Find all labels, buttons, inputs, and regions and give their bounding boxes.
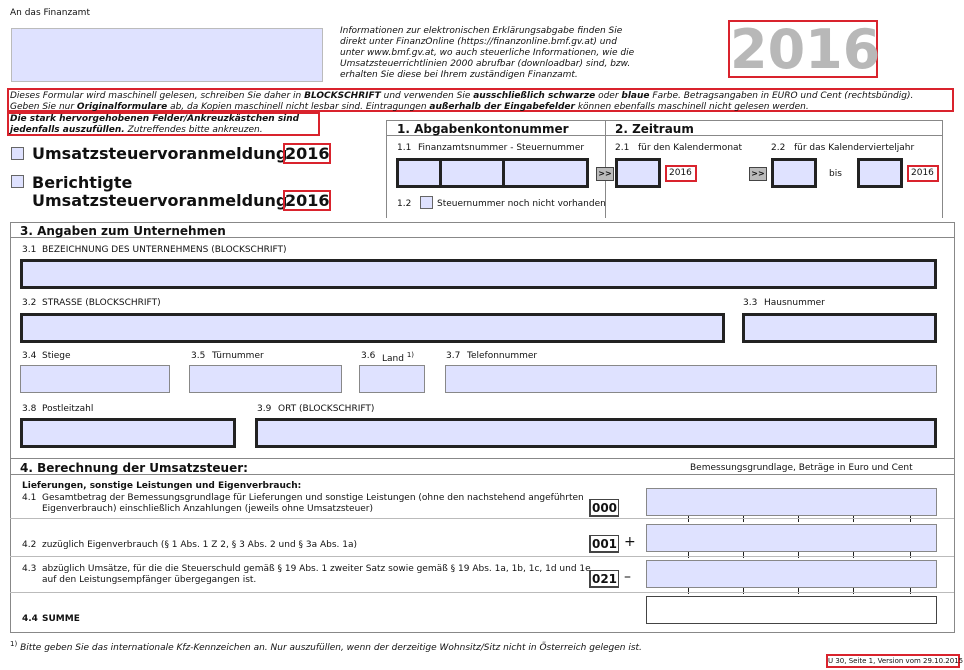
notice-text: Farbe. Betragsangaben in EURO und Cent (rechtsbündig). xyxy=(649,91,914,101)
sec2-1-num: 2.1 xyxy=(615,143,630,153)
strasse-field[interactable] xyxy=(20,313,725,343)
sec3-1-num: 3.1 xyxy=(22,245,37,255)
row-4-2-text: zuzüglich Eigenverbrauch (§ 1 Abs. 1 Z 2, § 3 Abs. 2 und § 3a Abs. 1a) xyxy=(42,540,358,550)
notice-bold-color: ausschließlich schwarze xyxy=(473,91,596,101)
month-year: 2016 xyxy=(669,168,692,178)
digit-tick xyxy=(798,552,799,558)
summe-label: SUMME xyxy=(42,614,80,624)
sec3-9-num: 3.9 xyxy=(257,404,272,414)
section4-title: 4. Berechnung der Umsatzsteuer: xyxy=(20,461,248,475)
notice-text: Geben Sie nur xyxy=(10,102,77,112)
notice-bold-required: jedenfalls auszufüllen. xyxy=(10,125,125,135)
lieferungen-subheading: Lieferungen, sonstige Leistungen und Eigenverbrauch: xyxy=(22,481,302,491)
digit-tick xyxy=(910,516,911,522)
sec3-7-num: 3.7 xyxy=(446,351,461,361)
steuernummer-divider-2 xyxy=(502,158,505,188)
notice-text: können ebenfalls maschinell nicht gelesen werden. xyxy=(574,102,809,112)
notice-bold-blockschrift: BLOCKSCHRIFT xyxy=(304,91,381,101)
hausnummer-field[interactable] xyxy=(742,313,937,343)
digit-tick xyxy=(688,516,689,522)
uva-year: 2016 xyxy=(285,144,330,163)
section1-title: 1. Abgabenkontonummer xyxy=(397,122,569,136)
notice-text: oder xyxy=(595,91,622,101)
notice-text: Dieses Formular wird maschinell gelesen, schreiben Sie daher in xyxy=(10,91,305,101)
bemessung-column-header: Bemessungsgrundlage, Beträge in Euro und Cent xyxy=(690,463,913,473)
sec3-2-label: STRASSE (BLOCKSCHRIFT) xyxy=(42,298,161,308)
minus-sign: – xyxy=(624,569,631,585)
sec12-top-line xyxy=(386,120,942,121)
sec1-1-num: 1.1 xyxy=(397,143,412,153)
sec2-2-num: 2.2 xyxy=(771,143,786,153)
kennzahl-000: 000 xyxy=(589,499,619,517)
ort-field[interactable] xyxy=(255,418,937,448)
keine-steuernummer-checkbox[interactable] xyxy=(420,196,433,209)
footnote-marker: 1) xyxy=(10,640,18,648)
sec3-2-num: 3.2 xyxy=(22,298,37,308)
quarter-arrow-button[interactable]: >> xyxy=(749,167,767,181)
land-label-text: Land xyxy=(382,354,404,364)
row-4-1-text-2: Eigenverbrauch) einschließlich Anzahlungen (jeweils ohne Umsatzsteuer) xyxy=(42,504,374,514)
sec4-top-line xyxy=(10,458,954,459)
quarter-from-field[interactable] xyxy=(771,158,817,188)
sec3-4-num: 3.4 xyxy=(22,351,37,361)
digit-tick xyxy=(743,552,744,558)
sec3-6-label xyxy=(382,351,414,364)
digit-tick xyxy=(853,516,854,522)
telefonnummer-field[interactable] xyxy=(445,365,937,393)
quarter-to-field[interactable] xyxy=(857,158,903,188)
version-label: U 30, Seite 1, Version vom 29.10.2015 xyxy=(826,654,960,668)
keine-steuernummer-label: Steuernummer noch nicht vorhanden xyxy=(437,199,606,209)
digit-tick xyxy=(743,588,744,594)
sec3-right-line xyxy=(954,222,955,458)
sec3-1-label: BEZEICHNUNG DES UNTERNEHMENS (BLOCKSCHRIFT) xyxy=(42,245,287,255)
an-das-finanzamt-label: An das Finanzamt xyxy=(10,8,90,18)
row-4-3-text-2: auf den Leistungsempfänger übergegangen ist. xyxy=(42,575,257,585)
footnote-text: Bitte geben Sie das internationale Kfz-Kennzeichen an. Nur auszufüllen, wenn der derzeitige Wohnsitz/Sitz nicht in Österreich gelegen ist. xyxy=(20,643,642,653)
notice-line-1 xyxy=(10,91,913,101)
section2-title: 2. Zeitraum xyxy=(615,122,694,136)
row-divider xyxy=(10,518,954,519)
notice-text: Zutreffendes bitte ankreuzen. xyxy=(124,125,263,135)
digit-tick xyxy=(853,588,854,594)
notice-bold-original: Originalformulare xyxy=(76,102,168,112)
sec3-3-num: 3.3 xyxy=(743,298,758,308)
sec1-2-num: 1.2 xyxy=(397,199,412,209)
digit-tick xyxy=(743,516,744,522)
finanzamt-address-field[interactable] xyxy=(11,28,323,82)
sec4-bottom-line xyxy=(10,632,955,633)
berichtigte-label-2: Umsatzsteuervoranmeldung xyxy=(32,191,288,210)
quarter-year: 2016 xyxy=(911,168,934,178)
month-field[interactable] xyxy=(615,158,661,188)
row-4-3-text-1: abzüglich Umsätze, für die die Steuerschuld gemäß § 19 Abs. 1 zweiter Satz sowie gemäß § 19 Abs. 1a, 1b, 1c, 1d und 1e xyxy=(42,564,591,574)
row-4-1-text-1: Gesamtbetrag der Bemessungsgrundlage für Lieferungen und sonstige Leistungen (ohne den nachstehend angeführten xyxy=(42,493,584,503)
sec4-left-line xyxy=(10,458,11,632)
bis-label: bis xyxy=(829,169,842,179)
land-field[interactable] xyxy=(359,365,425,393)
sec3-3-label: Hausnummer xyxy=(764,298,825,308)
steuernummer-divider-1 xyxy=(439,158,442,188)
betrag-021-field[interactable] xyxy=(646,560,937,588)
sec3-5-num: 3.5 xyxy=(191,351,206,361)
sec3-left-line xyxy=(10,222,11,458)
notice-line-2 xyxy=(10,102,809,112)
sec1-left-line xyxy=(386,120,387,218)
summe-field[interactable] xyxy=(646,596,937,624)
unternehmen-bezeichnung-field[interactable] xyxy=(20,259,937,289)
notice-bold-outside: außerhalb der Eingabefelder xyxy=(429,102,575,112)
stiege-field[interactable] xyxy=(20,365,170,393)
steuernummer-field[interactable] xyxy=(396,158,589,188)
digit-tick xyxy=(688,552,689,558)
kennzahl-001: 001 xyxy=(589,535,619,553)
land-footnote-marker: 1) xyxy=(406,351,415,359)
month-arrow-button[interactable]: >> xyxy=(596,167,614,181)
uva-label: Umsatzsteuervoranmeldung xyxy=(32,144,288,163)
digit-tick xyxy=(798,516,799,522)
betrag-000-field[interactable] xyxy=(646,488,937,516)
sec4-right-line xyxy=(954,458,955,632)
info-text: Informationen zur elektronischen Erklärungsabgabe finden Sie direkt unter FinanzOnline (https://finanzonline.bmf.gv.at) und unter www.bmf.gv.at, wo auch steuerliche Informationen, wie die Umsatzsteuerrichtlinien 2000 abrufbar (downloadbar) sind, bzw. erhalten Sie diese bei Ihrem zuständigen Finanzamt. xyxy=(340,26,635,80)
row-4-3-num: 4.3 xyxy=(22,564,37,574)
sec3-7-label: Telefonnummer xyxy=(467,351,538,361)
sec3-5-label: Türnummer xyxy=(212,351,264,361)
berichtigte-year: 2016 xyxy=(285,191,330,210)
digit-tick xyxy=(688,588,689,594)
betrag-001-field[interactable] xyxy=(646,524,937,552)
row-divider xyxy=(10,592,954,593)
berichtigte-label-1: Berichtigte xyxy=(32,173,133,192)
sec3-8-num: 3.8 xyxy=(22,404,37,414)
sec3-8-label: Postleitzahl xyxy=(42,404,94,414)
berichtigte-checkbox[interactable] xyxy=(11,175,24,188)
digit-tick xyxy=(910,552,911,558)
sec3-4-label: Stiege xyxy=(42,351,71,361)
sec3-6-num: 3.6 xyxy=(361,351,376,361)
row-4-4-num: 4.4 xyxy=(22,614,38,624)
sec2-right-line xyxy=(942,120,943,218)
digit-tick xyxy=(910,588,911,594)
notice-text: ab, da Kopien maschinell nicht lesbar sind. Eintragungen xyxy=(167,102,430,112)
notice-text: und verwenden Sie xyxy=(380,91,474,101)
digit-tick xyxy=(798,588,799,594)
sec1-1-label: Finanzamtsnummer - Steuernummer xyxy=(418,143,585,153)
section3-title: 3. Angaben zum Unternehmen xyxy=(20,224,226,238)
notice-bold-blue: blaue xyxy=(621,91,650,101)
notice-line-3: Die stark hervorgehobenen Felder/Ankreuzkästchen sind xyxy=(10,114,300,124)
kennzahl-021: 021 xyxy=(589,570,619,588)
postleitzahl-field[interactable] xyxy=(20,418,236,448)
tuernummer-field[interactable] xyxy=(189,365,342,393)
sec3-top-line xyxy=(10,222,954,223)
digit-tick xyxy=(853,552,854,558)
row-4-2-num: 4.2 xyxy=(22,540,37,550)
footnote xyxy=(10,640,642,653)
row-4-1-num: 4.1 xyxy=(22,493,37,503)
year-watermark: 2016 xyxy=(730,18,881,81)
sec2-2-label: für das Kalendervierteljahr xyxy=(794,143,915,153)
sec3-9-label: ORT (BLOCKSCHRIFT) xyxy=(278,404,375,414)
uva-checkbox[interactable] xyxy=(11,147,24,160)
notice-line-4 xyxy=(10,125,263,135)
row-divider xyxy=(10,556,954,557)
sec2-1-label: für den Kalendermonat xyxy=(638,143,743,153)
plus-sign: + xyxy=(624,534,636,550)
